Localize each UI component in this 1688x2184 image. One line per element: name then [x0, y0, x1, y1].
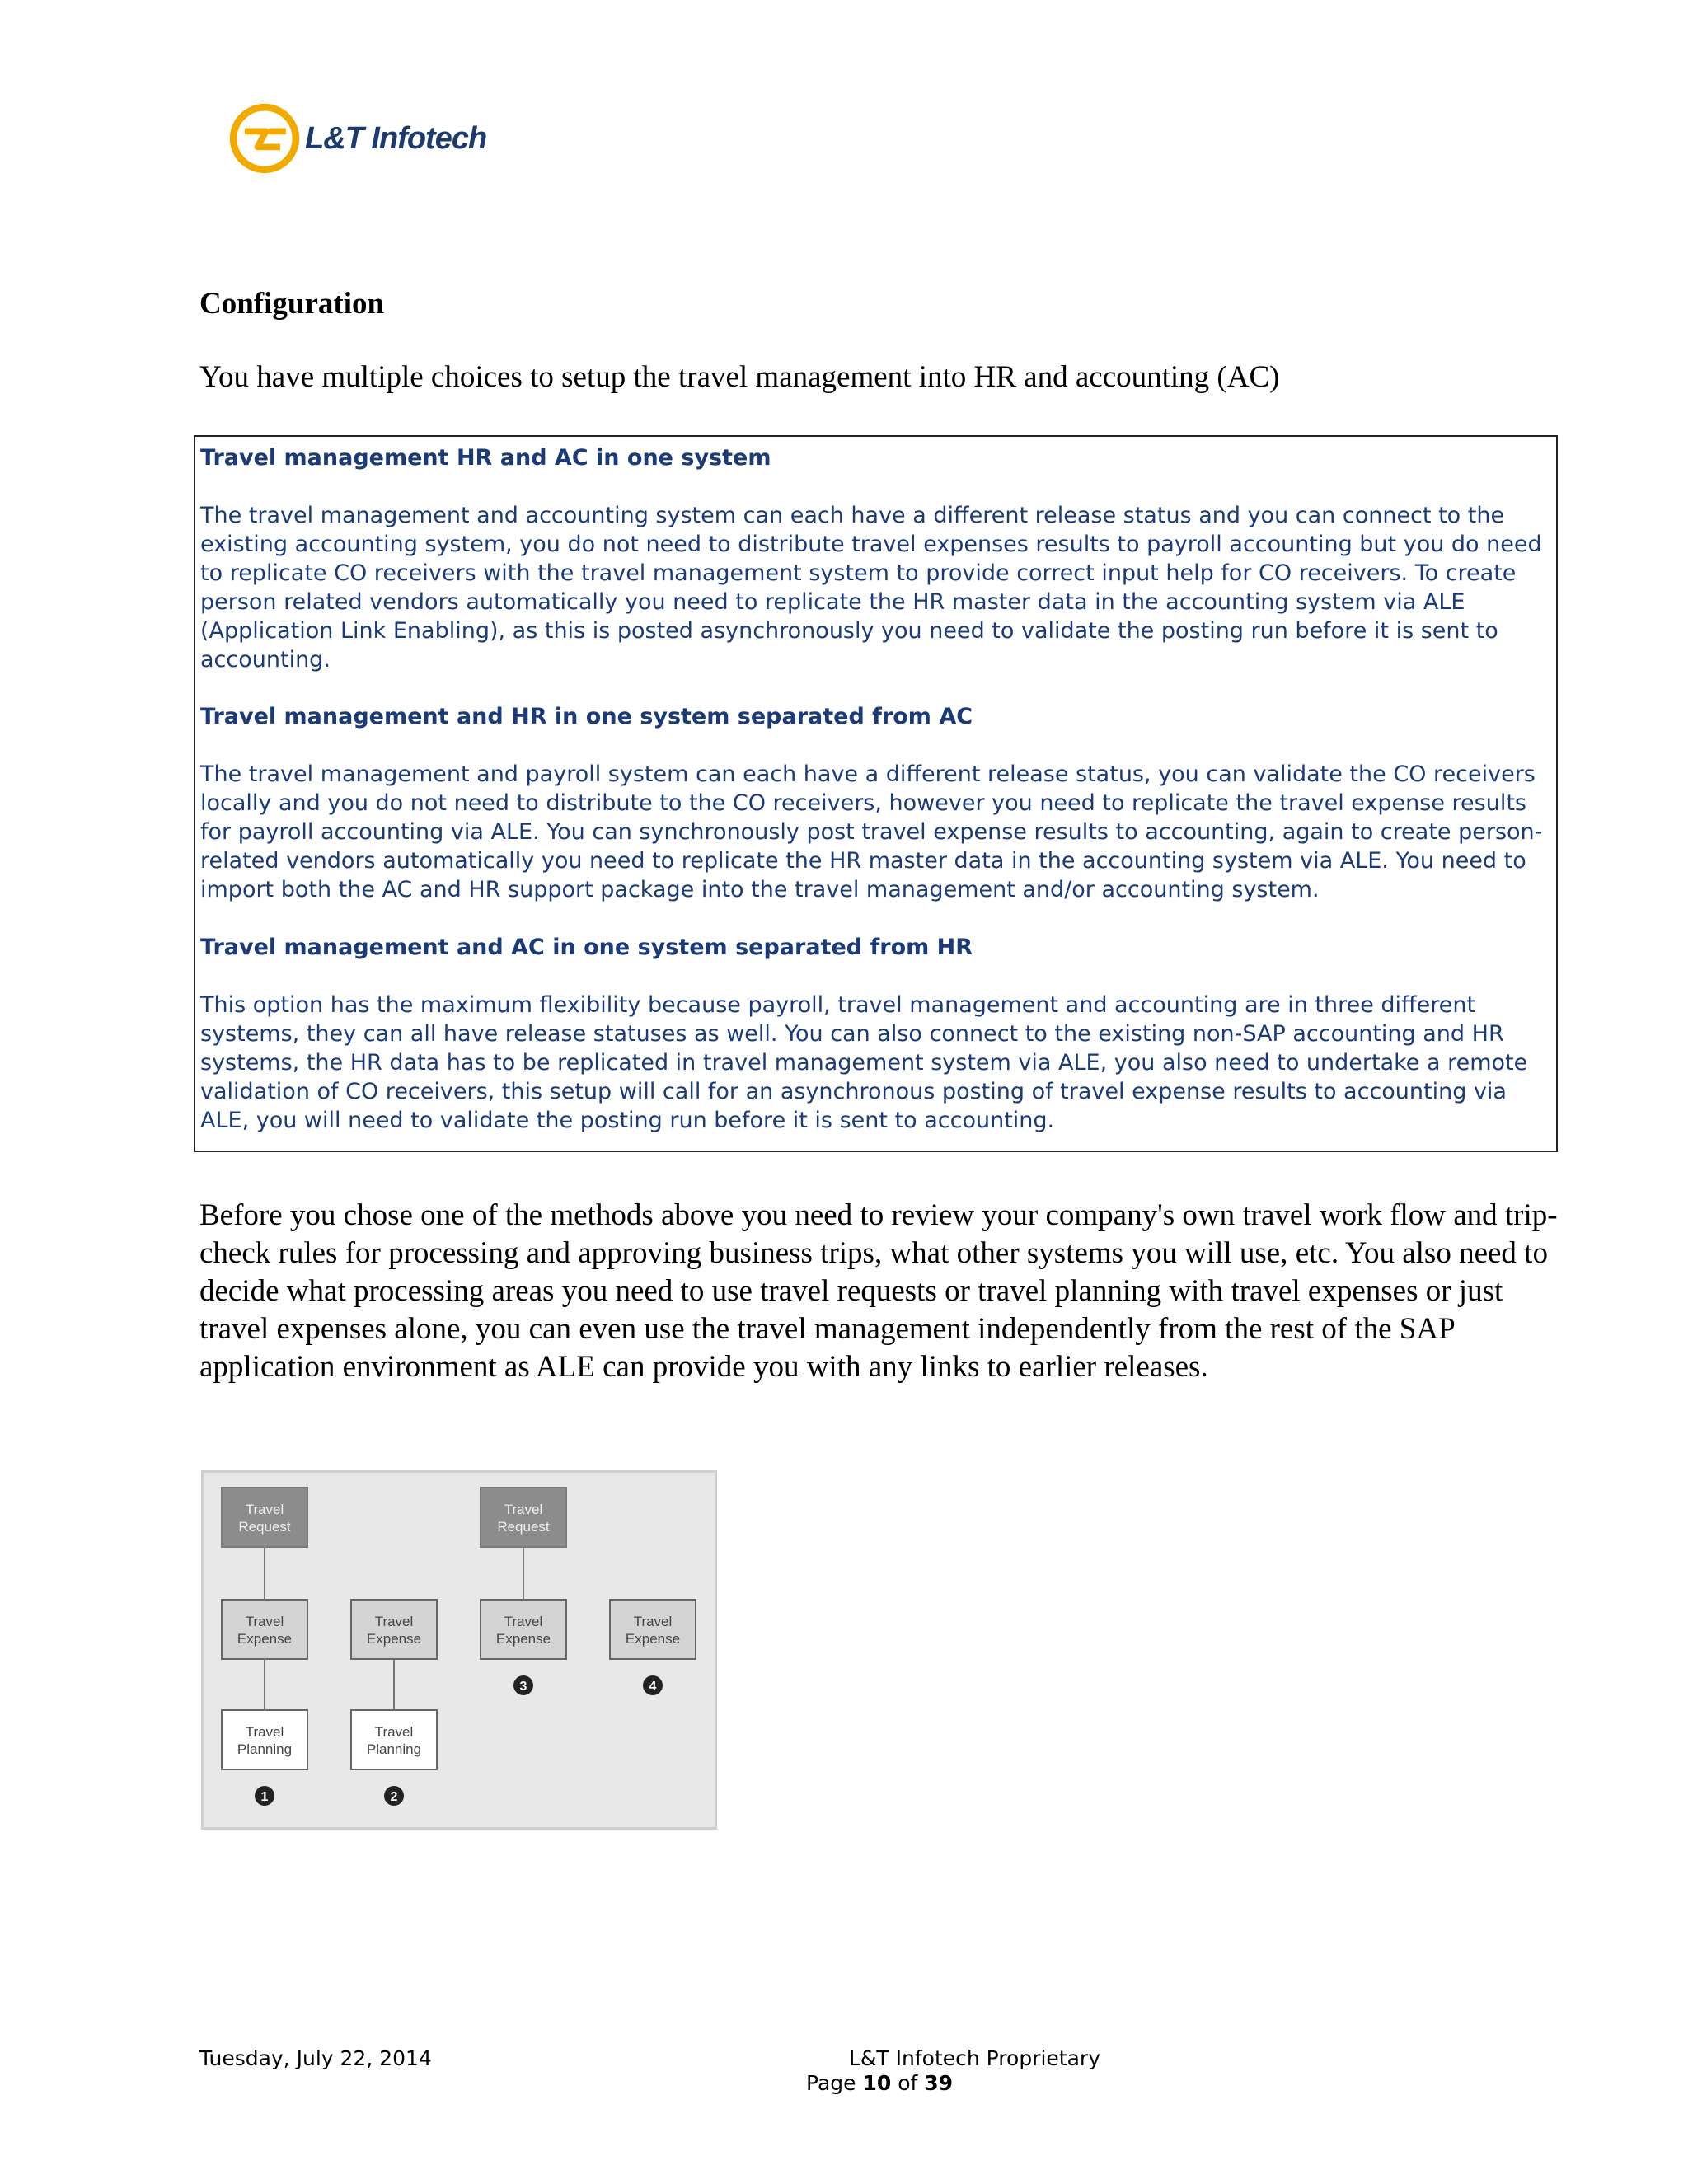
- page-current: 10: [862, 2071, 892, 2095]
- travel-planning-node-box: [222, 1710, 307, 1769]
- travel-expense-node-label: Expense: [495, 1631, 551, 1647]
- option-body-2: The travel management and payroll system can each have a different release status, you can validate the CO receivers locally and you do not need to distribute to the CO receivers, however you need to replicate the travel expense results for payroll accounting via ALE. You can synchronously post travel expense results to accounting, again to create person-related vendors automatically you need to replicate the HR master data in the accounting system via ALE. You need to import both the AC and HR support package into the travel management and/or accounting system.: [200, 762, 1543, 902]
- option-number-label: 4: [649, 1680, 657, 1694]
- footer-proprietary: L&T Infotech Proprietary: [849, 2046, 1101, 2070]
- option-number-label: 2: [390, 1790, 398, 1804]
- option-number-label: 3: [519, 1680, 528, 1694]
- travel-request-node-label: Travel: [504, 1502, 543, 1517]
- travel-expense-node-label: Expense: [237, 1631, 293, 1647]
- travel-request-node-box: [222, 1488, 307, 1547]
- lt-logo-icon: [229, 103, 300, 174]
- diagram-canvas: [204, 1473, 715, 1827]
- travel-planning-node-box: [351, 1710, 437, 1769]
- travel-request-node-label: Request: [238, 1519, 291, 1535]
- travel-planning-node-label: Travel: [374, 1724, 414, 1740]
- company-logo: [229, 101, 493, 176]
- travel-expense-node-label: Travel: [633, 1614, 673, 1629]
- travel-expense-node-box: [222, 1600, 307, 1659]
- option-body-1: The travel management and accounting system can each have a different release status and you can connect to the existing accounting system, you do not need to distribute travel expenses results to payroll accounting but you do need to replicate CO receivers with the travel management system to provide correct input help for CO receivers. To create person related vendors automatically you need to replicate the HR master data in the accounting system via ALE (Application Link Enabling), as this is posted asynchronously you need to validate the posting run before it is sent to accounting.: [200, 503, 1542, 673]
- option-title-2: Travel management and HR in one system separated from AC: [200, 704, 973, 729]
- section-heading: Configuration: [199, 287, 385, 321]
- travel-expense-node-label: Travel: [504, 1614, 543, 1629]
- page-total: 39: [924, 2071, 954, 2095]
- option-body-3: This option has the maximum flexibility because payroll, travel management and accounting are in three different systems, they can all have release statuses as well. You can also connect to the existing non-SAP accounting and HR systems, the HR data has to be replicated in travel management system via ALE, you also need to undertake a remote validation of CO receivers, this setup will call for an asynchronous posting of travel expense results to accounting via ALE, you will need to validate the posting run before it is sent to accounting.: [200, 992, 1528, 1133]
- option-title-1: Travel management HR and AC in one system: [200, 445, 771, 471]
- option-number-label: 1: [260, 1790, 269, 1804]
- page-of: of: [891, 2071, 925, 2095]
- travel-expense-node-box: [481, 1600, 566, 1659]
- travel-expense-node-label: Travel: [245, 1614, 284, 1629]
- travel-planning-node-label: Planning: [237, 1741, 293, 1757]
- footer-page-number: [806, 2071, 953, 2095]
- travel-request-node-label: Request: [497, 1519, 550, 1535]
- option-title-3: Travel management and AC in one system separated from HR: [200, 935, 973, 960]
- travel-expense-node-box: [610, 1600, 696, 1659]
- page-prefix: Page: [806, 2071, 863, 2095]
- body-paragraph: Before you chose one of the methods above you need to review your company's own travel work flow and trip-check rules for processing and approving business trips, what other systems you will use, etc. You also need to decide what processing areas you need to use travel requests or travel planning with travel expenses or just travel expenses alone, you can even use the travel management independently from the rest of the SAP application environment as ALE can provide you with any links to earlier releases.: [199, 1198, 1558, 1384]
- travel-expense-node-label: Expense: [625, 1631, 681, 1647]
- travel-expense-node-label: Travel: [374, 1614, 414, 1629]
- logo-text: L&T Infotech: [305, 120, 487, 156]
- travel-expense-node-label: Expense: [366, 1631, 422, 1647]
- travel-planning-node-label: Planning: [366, 1741, 422, 1757]
- intro-text: You have multiple choices to setup the travel management into HR and accounting (AC): [199, 360, 1280, 394]
- travel-expense-node-box: [351, 1600, 437, 1659]
- options-box: [194, 435, 1558, 1152]
- travel-request-node-box: [481, 1488, 566, 1547]
- travel-planning-node-label: Travel: [245, 1724, 284, 1740]
- travel-components-diagram: [201, 1470, 717, 1830]
- travel-request-node-label: Travel: [245, 1502, 284, 1517]
- footer-date: Tuesday, July 22, 2014: [199, 2046, 432, 2070]
